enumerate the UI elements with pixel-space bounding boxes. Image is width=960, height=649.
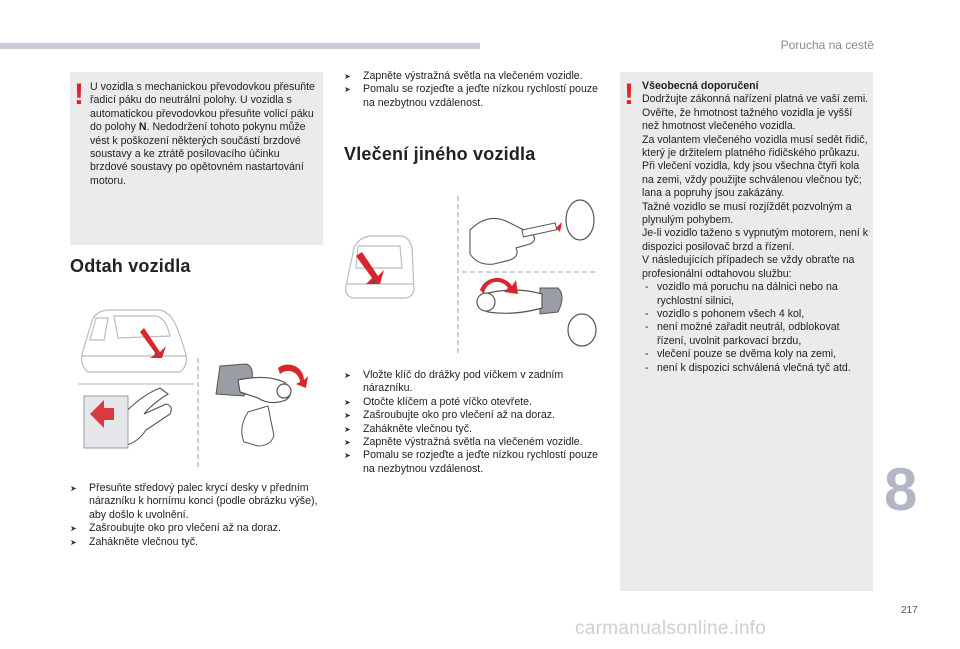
- list-item: ➤ Zašroubujte oko pro vlečení až na doraz.: [70, 522, 322, 535]
- list-item: - vozidlo s pohonem všech 4 kol,: [642, 308, 870, 321]
- paragraph: Ověřte, že hmotnost tažného vozidla je vyšší než hmotnost vlečeného vozidla.: [642, 106, 853, 133]
- watermark: carmanualsonline.info: [575, 618, 767, 639]
- list-item: - není k dispozici schválená vlečná tyč atd.: [642, 362, 870, 375]
- paragraph: Tažné vozidlo se musí rozjíždět pozvolným a plynulým pohybem.: [642, 200, 852, 227]
- heading-towing-other: Vlečení jiného vozidla: [344, 144, 536, 164]
- towing-other-steps: [344, 369, 606, 476]
- paragraph: Dodržujte zákonná nařízení platná ve vaší zemi.: [642, 93, 869, 106]
- arrow-red-icon: [140, 328, 166, 358]
- list-item: ➤ Pomalu se rozjeďte a jeďte nízkou rychlostí pouze na nezbytnou vzdálenost.: [344, 449, 606, 476]
- paragraph: Je-li vozidlo taženo s vypnutým motorem, není k dispozici posilovač brzd a řízení.: [642, 227, 869, 253]
- warning-left-part2: . Nedodržení tohoto pokynu může vést k poškození některých součástí brzdové soustavy a ke ztrátě posilovacího účinku brzdové soustavy po opětovném nastartování motoru.: [90, 121, 306, 187]
- mid-top-steps: [344, 70, 604, 110]
- warning-left-text: [90, 81, 318, 188]
- warning-icon: !: [74, 78, 84, 111]
- list-item: ➤ Otočte klíčem a poté víčko otevřete.: [344, 396, 606, 409]
- list-item: - vlečení pouze se dvěma koly na zemi,: [642, 348, 870, 361]
- list-item: ➤ Zapněte výstražná světla na vlečeném vozidle.: [344, 70, 604, 83]
- section-title: Porucha na cestě: [780, 38, 874, 52]
- list-item: ➤ Zahákněte vlečnou tyč.: [70, 536, 322, 549]
- paragraph: Při vlečení vozidla, kdy jsou všechna čtyři kola na zemi, vždy použijte schválenou vlečnou tyč; lana a popruhy jsou zakázány.: [642, 160, 862, 200]
- illustration-rear-cover: [344, 190, 598, 360]
- list-item: - není možné zařadit neutrál, odblokovat řízení, uvolnit parkovací brzdu,: [642, 321, 870, 348]
- illustration-front-cover: [70, 296, 324, 476]
- warning-icon: !: [624, 78, 634, 111]
- list-item: ➤ Vložte klíč do drážky pod víčkem v zadním nárazníku.: [344, 369, 606, 396]
- warning-left-part1: U vozidla s mechanickou převodovkou přesuňte řadicí páku do neutrální polohy. U vozidla s automatickou převodovkou přesuňte volicí páku do polohy: [90, 81, 315, 134]
- heading-towing-own: Odtah vozidla: [70, 256, 191, 276]
- list-item: ➤ Zašroubujte oko pro vlečení až na doraz.: [344, 409, 606, 422]
- page-number: 217: [901, 605, 918, 616]
- warning-right-text: [642, 80, 870, 375]
- towing-own-steps: [70, 482, 322, 549]
- chapter-number: 8: [884, 456, 918, 523]
- header-bar: [0, 43, 480, 49]
- paragraph: Za volantem vlečeného vozidla musí sedět řidič, který je držitelem platného řidičského průkazu.: [642, 133, 868, 160]
- list-item: ➤ Pomalu se rozjeďte a jeďte nízkou rychlostí pouze na nezbytnou vzdálenost.: [344, 83, 604, 110]
- list-item: ➤ Zahákněte vlečnou tyč.: [344, 423, 606, 436]
- cases-list: [642, 281, 870, 375]
- gear-position: N: [138, 121, 147, 134]
- paragraph: V následujících případech se vždy obraťte na profesionální odtahovou službu:: [642, 254, 855, 280]
- list-item: ➤ Zapněte výstražná světla na vlečeném vozidle.: [344, 436, 606, 449]
- warning-right-title: Všeobecná doporučení: [642, 80, 759, 92]
- list-item: - vozidlo má poruchu na dálnici nebo na rychlostní silnici,: [642, 281, 870, 308]
- list-item: ➤ Přesuňte středový palec krycí desky v předním nárazníku k hornímu konci (podle obrázku výše), aby došlo k uvolnění.: [70, 482, 322, 522]
